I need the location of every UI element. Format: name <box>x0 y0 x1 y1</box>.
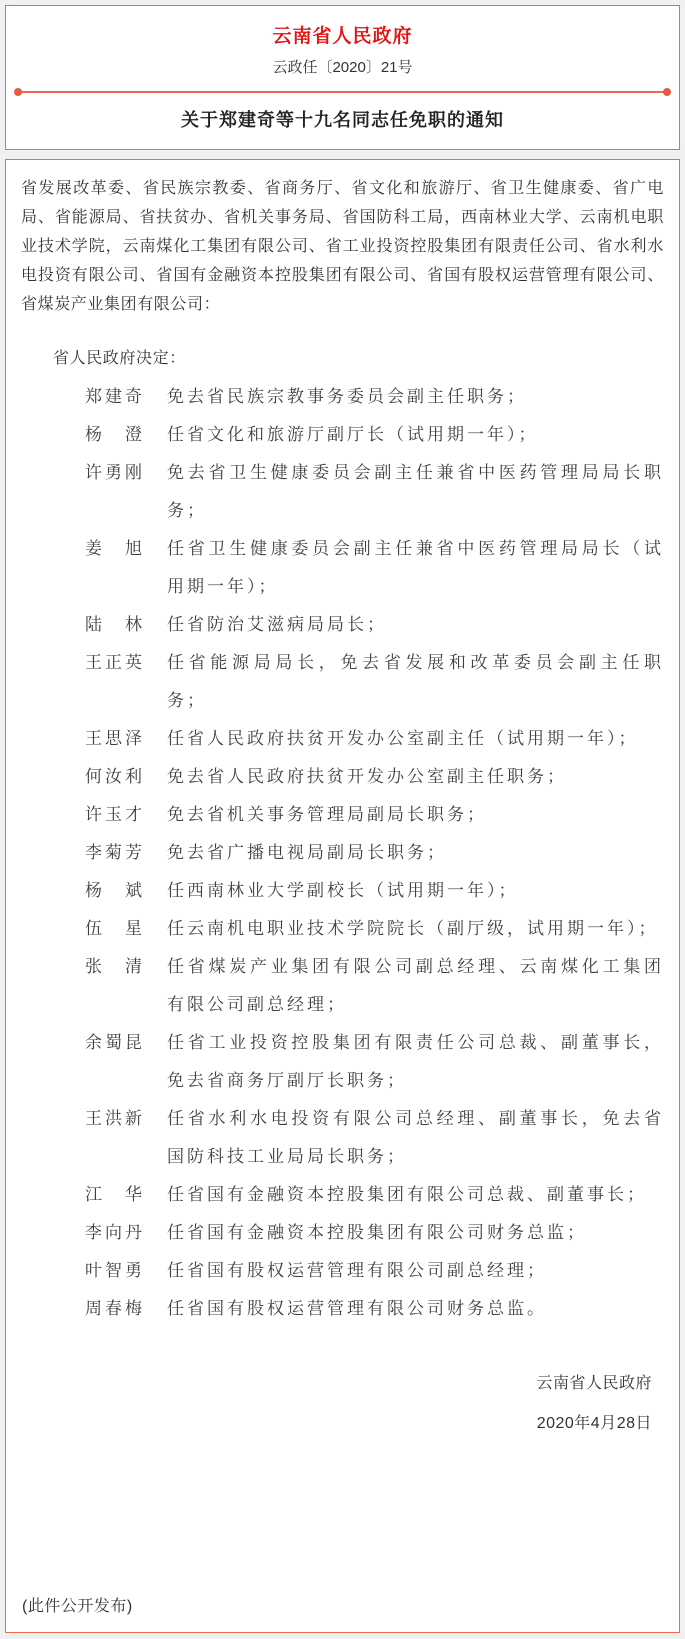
appointment-row <box>21 1252 664 1290</box>
appointment-row <box>21 416 664 454</box>
appointment-decision: 任云南机电职业技术学院院长（副厅级，试用期一年）； <box>167 919 659 939</box>
appointee-name: 郑建奇 <box>85 387 145 407</box>
header-divider-line <box>15 91 670 93</box>
appointment-row <box>21 1100 664 1176</box>
appointment-decision: 任省防治艾滋病局局长； <box>167 615 387 635</box>
addressees-paragraph: 省发展改革委、省民族宗教委、省商务厅、省文化和旅游厅、省卫生健康委、省广电局、省能源局、省扶贫办、省机关事务局、省国防科工局，西南林业大学、云南机电职业技术学院，云南煤化工集团有限公司、省工业投资控股集团有限责任公司、省水利水电投资有限公司、省国有金融资本控股集团有限公司、省国有股权运营管理有限公司、省煤炭产业集团有限公司： <box>21 180 664 313</box>
issuing-org-title: 云南省人民政府 <box>272 26 413 47</box>
appointee-name: 叶智勇 <box>85 1261 145 1281</box>
appointment-decision: 任省水利水电投资有限公司总经理、副董事长，免去省国防科技工业局局长职务； <box>167 1109 664 1167</box>
appointment-row <box>21 606 664 644</box>
document-number: 云政任〔2020〕21号 <box>272 59 413 76</box>
appointment-row <box>21 1024 664 1100</box>
appointee-name: 许玉才 <box>85 805 145 825</box>
appointment-row <box>21 454 664 530</box>
signature-org: 云南省人民政府 <box>536 1375 652 1392</box>
appointee-name: 周春梅 <box>85 1299 145 1319</box>
appointee-name: 王洪新 <box>85 1109 145 1129</box>
appointee-name: 王思泽 <box>85 729 145 749</box>
signature-date: 2020年4月28日 <box>536 1415 652 1432</box>
appointment-decision: 任省国有金融资本控股集团有限公司总裁、副董事长； <box>167 1185 647 1205</box>
appointment-decision: 免去省民族宗教事务委员会副主任职务； <box>167 387 527 407</box>
appointment-row <box>21 378 664 416</box>
appointment-row <box>21 910 664 948</box>
appointee-name: 伍 星 <box>85 919 145 939</box>
appointment-decision: 任省工业投资控股集团有限责任公司总裁、副董事长，免去省商务厅副厅长职务； <box>167 1033 664 1091</box>
appointee-name: 李菊芳 <box>85 843 145 863</box>
appointment-row <box>21 1290 664 1328</box>
appointee-name: 姜 旭 <box>85 539 145 559</box>
document-header <box>5 5 680 150</box>
appointment-decision: 任省国有金融资本控股集团有限公司财务总监； <box>167 1223 587 1243</box>
appointment-decision: 免去省广播电视局副局长职务； <box>167 843 447 863</box>
appointment-row <box>21 834 664 872</box>
appointment-decision: 任省人民政府扶贫开发办公室副主任（试用期一年）； <box>167 729 639 749</box>
appointee-name: 王正英 <box>85 653 145 673</box>
signature-block <box>21 1364 652 1444</box>
appointment-decision: 任省卫生健康委员会副主任兼省中医药管理局局长（试用期一年）； <box>167 539 664 597</box>
appointee-name: 陆 林 <box>85 615 145 635</box>
appointee-name: 江 华 <box>85 1185 145 1205</box>
appointment-decision: 任省文化和旅游厅副厅长（试用期一年）； <box>167 425 539 445</box>
appointment-row <box>21 758 664 796</box>
appointment-decision: 免去省卫生健康委员会副主任兼省中医药管理局局长职务； <box>167 463 664 521</box>
appointment-decision: 免去省机关事务管理局副局长职务； <box>167 805 487 825</box>
appointment-decision: 任省国有股权运营管理有限公司副总经理； <box>167 1261 547 1281</box>
appointment-decision: 任省国有股权运营管理有限公司财务总监。 <box>167 1299 547 1319</box>
decision-intro: 省人民政府决定： <box>53 350 186 367</box>
appointment-decision: 任省煤炭产业集团有限公司副总经理、云南煤化工集团有限公司副总经理； <box>167 957 664 1015</box>
appointment-decision: 任西南林业大学副校长（试用期一年）； <box>167 881 519 901</box>
notice-title: 关于郑建奇等十九名同志任免职的通知 <box>181 110 504 130</box>
appointment-row <box>21 1214 664 1252</box>
appointee-name: 张 清 <box>85 957 145 977</box>
appointment-row <box>21 796 664 834</box>
appointee-name: 许勇刚 <box>85 463 145 483</box>
appointment-row <box>21 948 664 1024</box>
appointment-row <box>21 644 664 720</box>
appointment-decision: 任省能源局局长，免去省发展和改革委员会副主任职务； <box>167 653 664 711</box>
appointee-name: 杨 斌 <box>85 881 145 901</box>
appointments-list <box>21 378 664 1328</box>
divider-dot-left-icon <box>14 88 22 96</box>
appointment-row <box>21 720 664 758</box>
appointee-name: 何汝利 <box>85 767 145 787</box>
appointment-row <box>21 530 664 606</box>
appointee-name: 余蜀昆 <box>85 1033 145 1053</box>
appointee-name: 杨 澄 <box>85 425 145 445</box>
appointment-decision: 免去省人民政府扶贫开发办公室副主任职务； <box>167 767 567 787</box>
appointment-row <box>21 1176 664 1214</box>
appointee-name: 李向丹 <box>85 1223 145 1243</box>
public-release-note: (此件公开发布) <box>22 1598 133 1615</box>
divider-dot-right-icon <box>663 88 671 96</box>
appointment-row <box>21 872 664 910</box>
document-body <box>5 159 680 1633</box>
